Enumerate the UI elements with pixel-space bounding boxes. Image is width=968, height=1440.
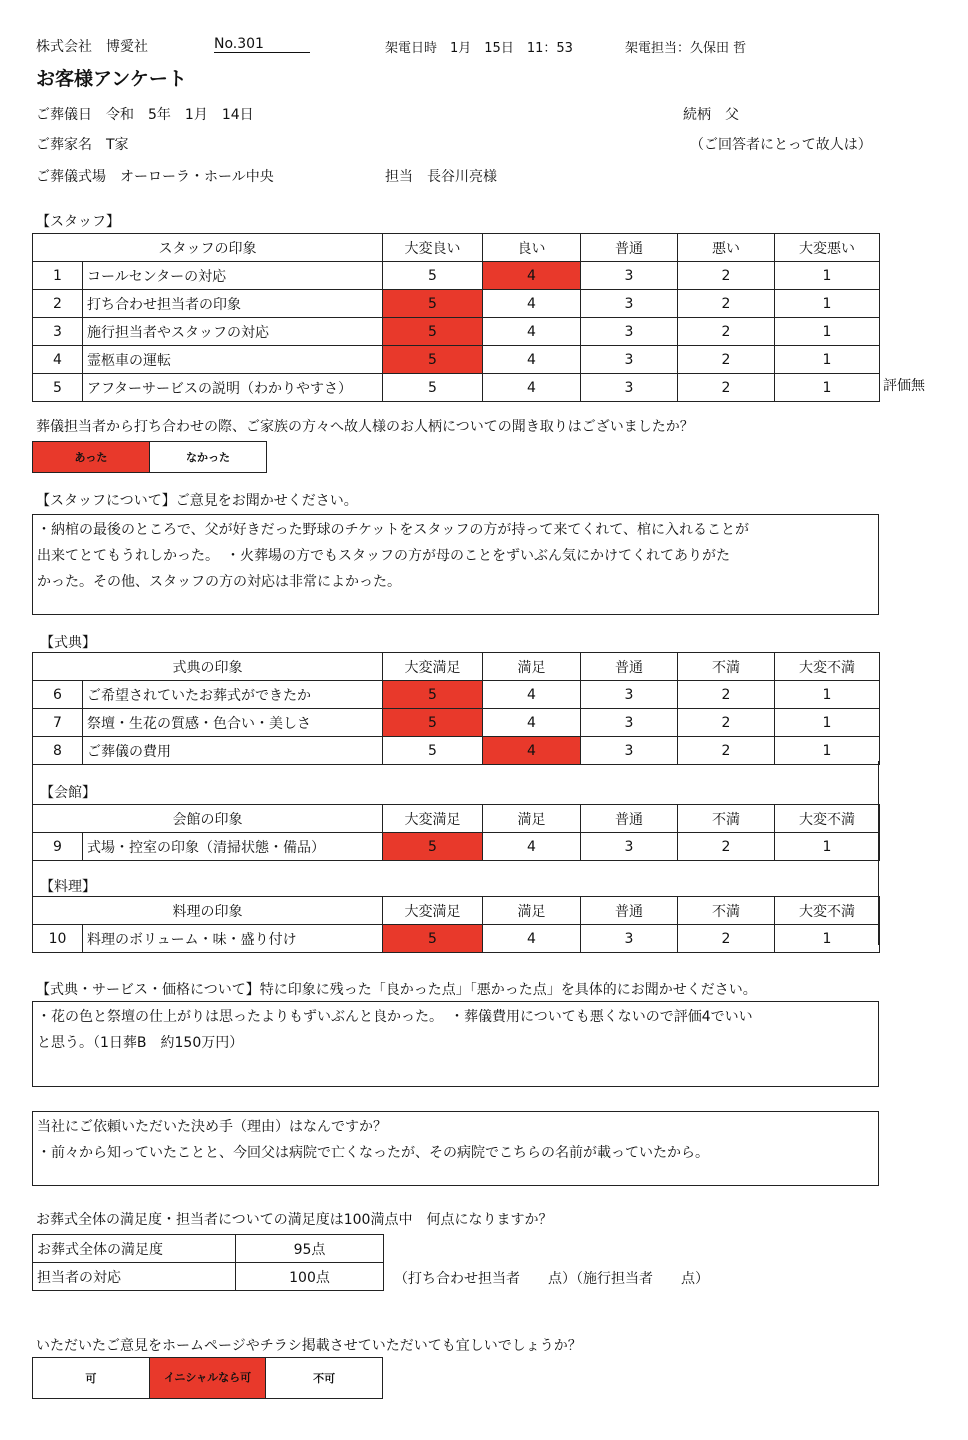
rating-cell[interactable]: 4	[483, 262, 581, 290]
hall-rating-table	[32, 804, 880, 861]
food-section-label: 【料理】	[40, 879, 96, 895]
row-number: 4	[33, 346, 83, 374]
rating-cell[interactable]: 4	[483, 737, 581, 765]
table-header-cell: 不満	[678, 653, 775, 681]
table-header-cell: 会館の印象	[33, 805, 383, 833]
rating-cell[interactable]: 2	[678, 737, 775, 765]
table-row	[33, 318, 880, 346]
no-rating-note: 評価無	[883, 378, 925, 394]
service-opinion-label: 【式典・サービス・価格について】特に印象に残った「良かった点」「悪かった点」を具体的にお聞かせください。	[36, 982, 757, 998]
reason-answer: ・前々から知っていたことと、今回父は病院で亡くなったが、その病院でこちらの名前が載っていたから。	[37, 1145, 709, 1161]
rating-cell[interactable]: 5	[383, 709, 483, 737]
company-name: 株式会社 博愛社	[36, 39, 148, 55]
rating-cell[interactable]: 4	[483, 681, 581, 709]
hall-section-label: 【会館】	[40, 785, 96, 801]
rating-cell[interactable]: 2	[678, 681, 775, 709]
staff-section-label: 【スタッフ】	[36, 214, 120, 230]
publish-options	[32, 1357, 383, 1399]
option-yes[interactable]: あった	[33, 442, 150, 473]
row-item: ご希望されていたお葬式ができたか	[83, 681, 383, 709]
satisfaction-value[interactable]: 95点	[236, 1235, 384, 1263]
satisfaction-question: お葬式全体の満足度・担当者についての満足度は100満点中 何点になりますか？	[36, 1212, 553, 1228]
opinion-line: ・花の色と祭壇の仕上がりは思ったよりもずいぶんと良かった。 ・葬儀費用についても悪くないので評価4でいい	[37, 1009, 753, 1025]
rating-cell[interactable]: 3	[581, 737, 678, 765]
table-header-cell: 不満	[678, 805, 775, 833]
table-header-cell: 満足	[483, 805, 581, 833]
rating-cell[interactable]: 1	[775, 346, 880, 374]
rating-cell[interactable]: 5	[383, 925, 483, 953]
rating-cell[interactable]: 5	[383, 681, 483, 709]
table-header-row	[33, 805, 880, 833]
rating-cell[interactable]: 2	[678, 290, 775, 318]
satisfaction-value[interactable]: 100点	[236, 1263, 384, 1291]
rating-cell[interactable]: 5	[383, 262, 483, 290]
opinion-line: 出来てとてもうれしかった。 ・火葬場の方でもスタッフの方が母のことをずいぶん気にかけてくれてありがた	[37, 548, 730, 564]
rating-cell[interactable]: 3	[581, 681, 678, 709]
rating-cell[interactable]: 5	[383, 374, 483, 402]
row-number: 10	[33, 925, 83, 953]
table-header-cell: 普通	[581, 234, 678, 262]
table-header-cell: 式典の印象	[33, 653, 383, 681]
reason-box	[32, 1111, 879, 1186]
rating-cell[interactable]: 1	[775, 737, 880, 765]
rating-cell[interactable]: 4	[483, 833, 581, 861]
table-header-row	[33, 234, 880, 262]
staff-opinion-heading: 【スタッフについて】ご意見をお聞かせください。	[36, 493, 358, 509]
table-row	[33, 925, 880, 953]
row-item: ご葬儀の費用	[83, 737, 383, 765]
rating-cell[interactable]: 1	[775, 290, 880, 318]
row-number: 8	[33, 737, 83, 765]
rating-cell[interactable]: 1	[775, 318, 880, 346]
service-opinion-box	[32, 1001, 879, 1087]
rating-cell[interactable]: 1	[775, 833, 880, 861]
rating-cell[interactable]: 3	[581, 318, 678, 346]
table-header-cell: 大変不満	[775, 805, 880, 833]
rating-cell[interactable]: 5	[383, 346, 483, 374]
row-item: アフターサービスの説明（わかりやすさ）	[83, 374, 383, 402]
satisfaction-row	[33, 1235, 384, 1263]
table-row	[33, 346, 880, 374]
option-allowed[interactable]: 可	[33, 1358, 150, 1399]
publish-question: いただいたご意見をホームページやチラシ掲載させていただいても宜しいでしょうか？	[36, 1338, 582, 1354]
row-item: 施行担当者やスタッフの対応	[83, 318, 383, 346]
ceremony-rating-table	[32, 652, 880, 765]
rating-cell[interactable]: 2	[678, 374, 775, 402]
table-header-cell: 大変良い	[383, 234, 483, 262]
row-item: 式場・控室の印象（清掃状態・備品）	[83, 833, 383, 861]
hearing-question: 葬儀担当者から打ち合わせの際、ご家族の方々へ故人様のお人柄についての聞き取りはございましたか？	[36, 419, 694, 435]
rating-cell[interactable]: 4	[483, 346, 581, 374]
table-row	[33, 290, 880, 318]
row-item: 霊柩車の運転	[83, 346, 383, 374]
rating-cell[interactable]: 4	[483, 925, 581, 953]
table-header-cell: 普通	[581, 805, 678, 833]
table-header-cell: 普通	[581, 653, 678, 681]
rating-cell[interactable]: 1	[775, 262, 880, 290]
rating-cell[interactable]: 3	[581, 290, 678, 318]
table-header-cell: 良い	[483, 234, 581, 262]
row-number: 5	[33, 374, 83, 402]
table-header-cell: 大変不満	[775, 653, 880, 681]
table-header-cell: 普通	[581, 897, 678, 925]
rating-cell[interactable]: 3	[581, 709, 678, 737]
row-number: 9	[33, 833, 83, 861]
ceremony-section-label: 【式典】	[40, 635, 96, 651]
relation-note: （ご回答者にとって故人は）	[690, 137, 872, 153]
table-header-cell: 大変満足	[383, 805, 483, 833]
rating-cell[interactable]: 2	[678, 318, 775, 346]
rating-cell[interactable]: 5	[383, 290, 483, 318]
rating-cell[interactable]: 3	[581, 925, 678, 953]
survey-number-value: No.301	[214, 36, 310, 53]
table-header-cell: 悪い	[678, 234, 775, 262]
row-number: 1	[33, 262, 83, 290]
rating-cell[interactable]: 3	[581, 346, 678, 374]
rating-cell[interactable]: 3	[581, 833, 678, 861]
rating-cell[interactable]: 5	[383, 833, 483, 861]
satisfaction-table	[32, 1234, 384, 1291]
satisfaction-label: 担当者の対応	[33, 1263, 236, 1291]
rating-cell[interactable]: 2	[678, 833, 775, 861]
table-header-cell: 大変満足	[383, 897, 483, 925]
table-header-row	[33, 653, 880, 681]
reason-question: 当社にご依頼いただいた決め手（理由）はなんですか？	[37, 1119, 387, 1135]
choice-row	[33, 1358, 383, 1399]
rating-cell[interactable]: 2	[678, 925, 775, 953]
table-header-cell: 大変満足	[383, 653, 483, 681]
call-datetime: 架電日時 1月 15日 11：53	[385, 41, 573, 56]
table-header-row	[33, 897, 880, 925]
table-header-cell: 満足	[483, 653, 581, 681]
row-number: 3	[33, 318, 83, 346]
rating-cell[interactable]: 2	[678, 346, 775, 374]
rating-cell[interactable]: 4	[483, 318, 581, 346]
option-not-allowed[interactable]: 不可	[266, 1358, 383, 1399]
satisfaction-row	[33, 1263, 384, 1291]
opinion-line: かった。その他、スタッフの方の対応は非常によかった。	[37, 574, 401, 590]
rating-cell[interactable]: 4	[483, 374, 581, 402]
rating-cell[interactable]: 5	[383, 318, 483, 346]
hearing-options	[32, 441, 267, 473]
row-item: コールセンターの対応	[83, 262, 383, 290]
table-header-cell: 大変悪い	[775, 234, 880, 262]
rating-cell[interactable]: 1	[775, 681, 880, 709]
row-item: 料理のボリューム・味・盛り付け	[83, 925, 383, 953]
rating-cell[interactable]: 1	[775, 374, 880, 402]
satisfaction-note: （打ち合わせ担当者 点）（施行担当者 点）	[394, 1271, 709, 1287]
table-header-cell: 大変不満	[775, 897, 880, 925]
table-header-cell: 満足	[483, 897, 581, 925]
staff-rating-table	[32, 233, 880, 402]
rating-cell[interactable]: 3	[581, 374, 678, 402]
opinion-line: ・納棺の最後のところで、父が好きだった野球のチケットをスタッフの方が持って来てくれて、棺に入れることが	[37, 522, 750, 538]
option-no[interactable]: なかった	[150, 442, 267, 473]
rating-cell[interactable]: 3	[581, 262, 678, 290]
page-title: お客様アンケート	[36, 68, 187, 90]
rating-cell[interactable]: 1	[775, 709, 880, 737]
call-staff: 架電担当：久保田 哲	[625, 41, 747, 56]
rating-cell[interactable]: 2	[678, 262, 775, 290]
row-number: 2	[33, 290, 83, 318]
relation: 続柄 父	[683, 107, 739, 123]
rating-cell[interactable]: 1	[775, 925, 880, 953]
table-header-cell: 料理の印象	[33, 897, 383, 925]
table-row	[33, 833, 880, 861]
person-in-charge: 担当 長谷川亮様	[385, 169, 497, 185]
funeral-date: ご葬儀日 令和 5年 1月 14日	[36, 107, 254, 123]
table-row	[33, 681, 880, 709]
table-header-cell: 不満	[678, 897, 775, 925]
table-header-cell: スタッフの印象	[33, 234, 383, 262]
row-number: 6	[33, 681, 83, 709]
opinion-line: と思う。（1日葬B 約150万円）	[37, 1035, 244, 1051]
food-rating-table	[32, 896, 880, 953]
table-row	[33, 374, 880, 402]
rating-cell[interactable]: 4	[483, 290, 581, 318]
venue: ご葬儀式場 オーローラ・ホール中央	[36, 169, 274, 185]
choice-row	[33, 442, 267, 473]
satisfaction-label: お葬式全体の満足度	[33, 1235, 236, 1263]
rating-cell[interactable]: 4	[483, 709, 581, 737]
row-item: 祭壇・生花の質感・色合い・美しさ	[83, 709, 383, 737]
rating-cell[interactable]: 2	[678, 709, 775, 737]
table-row	[33, 709, 880, 737]
survey-number	[214, 36, 310, 53]
rating-cell[interactable]: 5	[383, 737, 483, 765]
row-number: 7	[33, 709, 83, 737]
row-item: 打ち合わせ担当者の印象	[83, 290, 383, 318]
table-row	[33, 262, 880, 290]
table-row	[33, 737, 880, 765]
family-name: ご葬家名 T家	[36, 137, 129, 153]
option-initials-only[interactable]: イニシャルなら可	[149, 1358, 266, 1399]
staff-opinion-box	[32, 514, 879, 615]
